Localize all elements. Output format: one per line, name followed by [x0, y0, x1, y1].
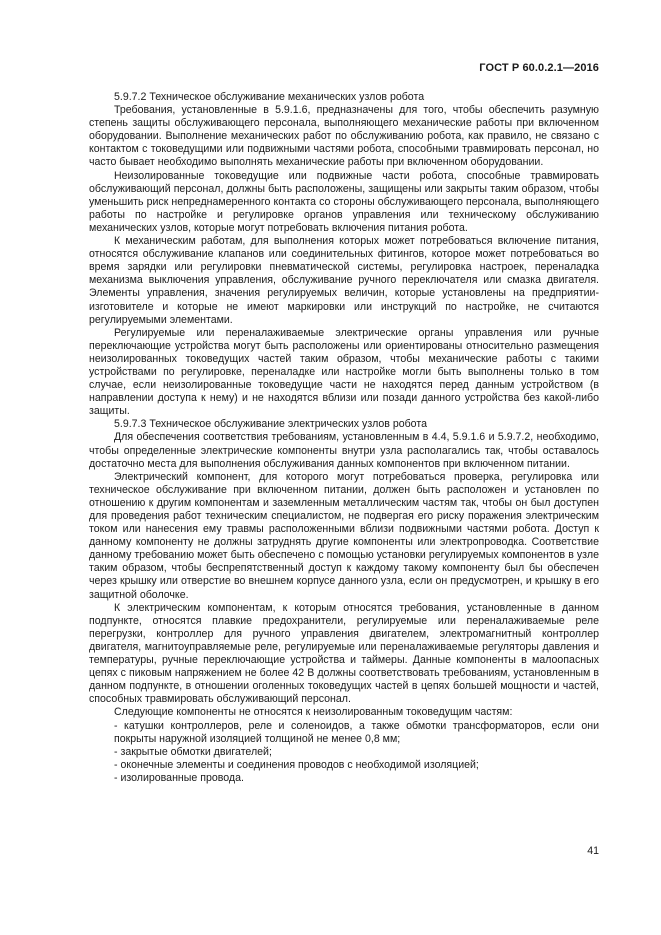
list-item: - изолированные провода.: [114, 771, 244, 784]
paragraph: Для обеспечения соответствия требованиям, установленным в 4.4, 5.9.1.6 и 5.9.7.2, необходимо, чтобы определенные электрические компоненты внутри узла располагались так, чтобы оставалось достаточно места для выполнения обслуживания данных компонентов при включенном питании.: [89, 431, 599, 470]
list-item: - закрытые обмотки двигателей;: [114, 745, 272, 758]
paragraph: Электрический компонент, для которого могут потребоваться проверка, регулировка или техническое обслуживание при включенном питании, должен быть расположен и установлен по отношению к другим компонентам и заземленным металлическим частям так, чтобы он был доступен для проведения работ техническим специалистом, не подвергая его риску поражения электрическим током или нанесения ему травмы расположенными вблизи подвижными частями робота. Доступ к данному компоненту не должны затруднять другие компоненты или электропроводка. Соответствие данному требованию может быть обеспечено с помощью установки регулируемых компонентов в узле таким образом, чтобы беспрепятственный доступ к каждому такому компоненту был бы обеспечен через крышку или отверстие во внешнем корпусе данного узла, если он предусмотрен, и крышку в его защитной оболочке.: [89, 470, 599, 601]
page-number: 41: [587, 845, 599, 857]
list-item: - оконечные элементы и соединения проводов с необходимой изоляцией;: [114, 758, 479, 771]
document-body: [89, 91, 599, 785]
paragraph: Неизолированные токоведущие или подвижные части робота, способные травмировать обслуживающий персонал, должны быть расположены, защищены или закрыты таким образом, чтобы уменьшить риск непреднамеренного контакта со стороны обслуживающего персонала, выполняющего работы по настройке и регулировке органов управления или техническому обслуживанию механических узлов, которые могут потребовать включения питания робота.: [89, 169, 599, 234]
paragraph: К механическим работам, для выполнения которых может потребоваться включение питания, относятся обслуживание клапанов или соединительных фитингов, которое может потребоваться во время зарядки или регулировки пневматической системы, регулировка настроек, переналадка механизма выключения управления, обслуживание ручного переключателя или смазка двигателя. Элементы управления, значения регулируемых величин, которые установлены на предприятии-изготовителе и которые не имеют маркировки или инструкций по настройке, не считаются регулируемыми элементами.: [89, 235, 599, 326]
section-heading-5-9-7-3: 5.9.7.3 Техническое обслуживание электрических узлов робота: [114, 418, 427, 431]
standard-number: ГОСТ Р 60.0.2.1—2016: [479, 62, 599, 74]
paragraph: Следующие компоненты не относятся к неизолированным токоведущим частям:: [114, 706, 513, 719]
component-list: [89, 720, 599, 785]
paragraph: Регулируемые или переналаживаемые электрические органы управления или ручные переключающие устройства могут быть расположены или ориентированы относительно размещения неизолированных токоведущих частей таким образом, чтобы механические работы с такими устройствами по регулировке, переналадке или настройке могли быть выполнены только в том случае, если неизолированные токоведущие части не находятся перед данным устройством (в направлении доступа к нему) и не находятся вблизи или позади данного устройства без какой-либо защиты.: [89, 326, 599, 418]
section-heading-5-9-7-2: 5.9.7.2 Техническое обслуживание механических узлов робота: [114, 91, 425, 103]
paragraph: К электрическим компонентам, к которым относятся требования, установленные в данном подпункте, относятся плавкие предохранители, регулируемые или переналаживаемые реле перегрузки, контроллер для ручного управления двигателем, электромагнитный контроллер двигателя, магнитоуправляемые реле, регулируемые или переналаживаемые регуляторы давления и температуры, ручные переключающие устройства и таймеры. Данные компоненты в малоопасных цепях с пиковым напряжением не более 42 В должны соответствовать требованиям, установленным в данном подпункте, в отношении оголенных токоведущих частей в цепях большей мощности и частей, способных травмировать обслуживающий персонал.: [89, 601, 599, 706]
paragraph: Требования, установленные в 5.9.1.6, предназначены для того, чтобы обеспечить разумную степень защиты обслуживающего персонала, выполняющего механические работы при включенном оборудовании. Выполнение механических работ по обслуживанию робота, как правило, не связано с контактом с токоведущими или подвижными частями робота, способными травмировать персонал, но часто бывает необходимо выполнять механические работы при включенном оборудовании.: [89, 104, 599, 169]
list-item: - катушки контроллеров, реле и соленоидов, а также обмотки трансформаторов, если они покрыты наружной изоляцией толщиной не менее 0,8 мм;: [114, 719, 599, 745]
